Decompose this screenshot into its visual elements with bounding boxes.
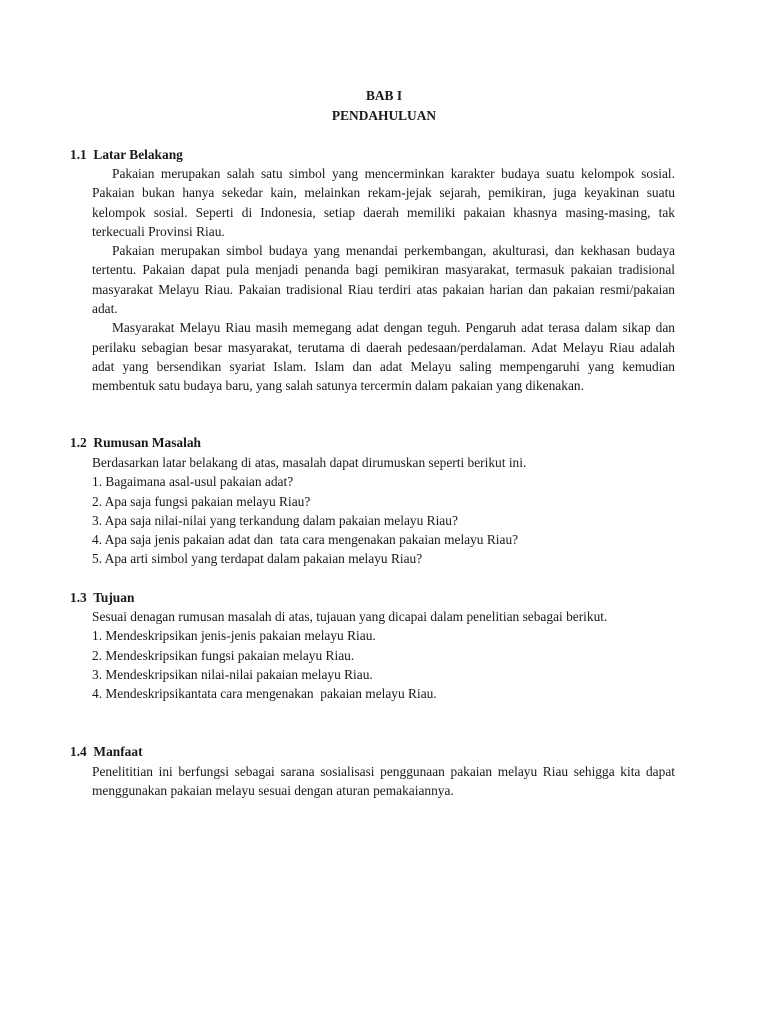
paragraph: Berdasarkan latar belakang di atas, masalah dapat dirumuskan seperti berikut ini.	[92, 455, 527, 470]
paragraph: Pakaian merupakan simbol budaya yang menandai perkembangan, akulturasi, dan kekhasan budaya tertentu. Pakaian dapat pula menjadi penanda bagi pemikiran masyarakat, termasuk pakaian tradisional masyarakat Melayu Riau. Pakaian tradisional Riau terdiri atas pakaian harian dan pakaian resmi/pakaian adat.	[92, 243, 675, 317]
list-item: 2. Mendeskripsikan fungsi pakaian melayu Riau.	[92, 647, 355, 663]
list-item: 1. Bagaimana asal-usul pakaian adat?	[92, 474, 294, 490]
section-heading-tujuan: 1.3 Tujuan	[70, 590, 135, 605]
list-item: 3. Mendeskripsikan nilai-nilai pakaian melayu Riau.	[92, 666, 373, 682]
section-body-latar-belakang	[92, 164, 675, 396]
chapter-label: BAB I	[365, 88, 403, 103]
list-item: 1. Mendeskripsikan jenis-jenis pakaian melayu Riau.	[92, 628, 376, 644]
list-item: 3. Apa saja nilai-nilai yang terkandung dalam pakaian melayu Riau?	[92, 512, 458, 528]
paragraph: Pakaian merupakan salah satu simbol yang mencerminkan karakter budaya suatu kelompok sosial. Pakaian bukan hanya sekedar kain, melainkan rekam-jejak sejarah, pemikiran, juga keyakinan suatu kelompok sosial. Seperti di Indonesia, setiap daerah memiliki pakaian khasnya masing-masing, tak terkecuali Provinsi Riau.	[92, 166, 675, 239]
list-item: 4. Mendeskripsikantata cara mengenakan pakaian melayu Riau.	[92, 686, 437, 702]
section-body-rumusan-masalah	[92, 453, 675, 569]
paragraph: Sesuai denagan rumusan masalah di atas, tujauan yang dicapai dalam penelitian sebagai berikut.	[92, 609, 608, 624]
paragraph: Penelititian ini berfungsi sebagai sarana sosialisasi penggunaan pakaian melayu Riau sehigga kita dapat menggunakan pakaian melayu sesuai dengan aturan pemakaiannya.	[92, 764, 675, 799]
chapter-title: PENDAHULUAN	[331, 108, 437, 123]
section-heading-rumusan-masalah: 1.2 Rumusan Masalah	[70, 435, 201, 450]
list-item: 5. Apa arti simbol yang terdapat dalam pakaian melayu Riau?	[92, 551, 423, 567]
list-item: 4. Apa saja jenis pakaian adat dan tata cara mengenakan pakaian melayu Riau?	[92, 532, 519, 548]
section-body-manfaat	[92, 762, 675, 801]
section-heading-latar-belakang: 1.1 Latar Belakang	[70, 147, 183, 162]
list-item: 2. Apa saja fungsi pakaian melayu Riau?	[92, 493, 311, 509]
section-body-tujuan	[92, 607, 675, 703]
paragraph: Masyarakat Melayu Riau masih memegang adat dengan teguh. Pengaruh adat terasa dalam sikap dan perilaku sebagian besar masyarakat, terutama di daerah pedesaan/perdalaman. Adat Melayu Riau adalah adat yang bersendikan syariat Islam. Islam dan adat Melayu saling mempengaruhi yang kemudian membentuk satu budaya baru, yang salah satunya tercermin dalam pakaian yang dikenakan.	[92, 320, 675, 394]
section-heading-manfaat: 1.4 Manfaat	[70, 744, 143, 759]
